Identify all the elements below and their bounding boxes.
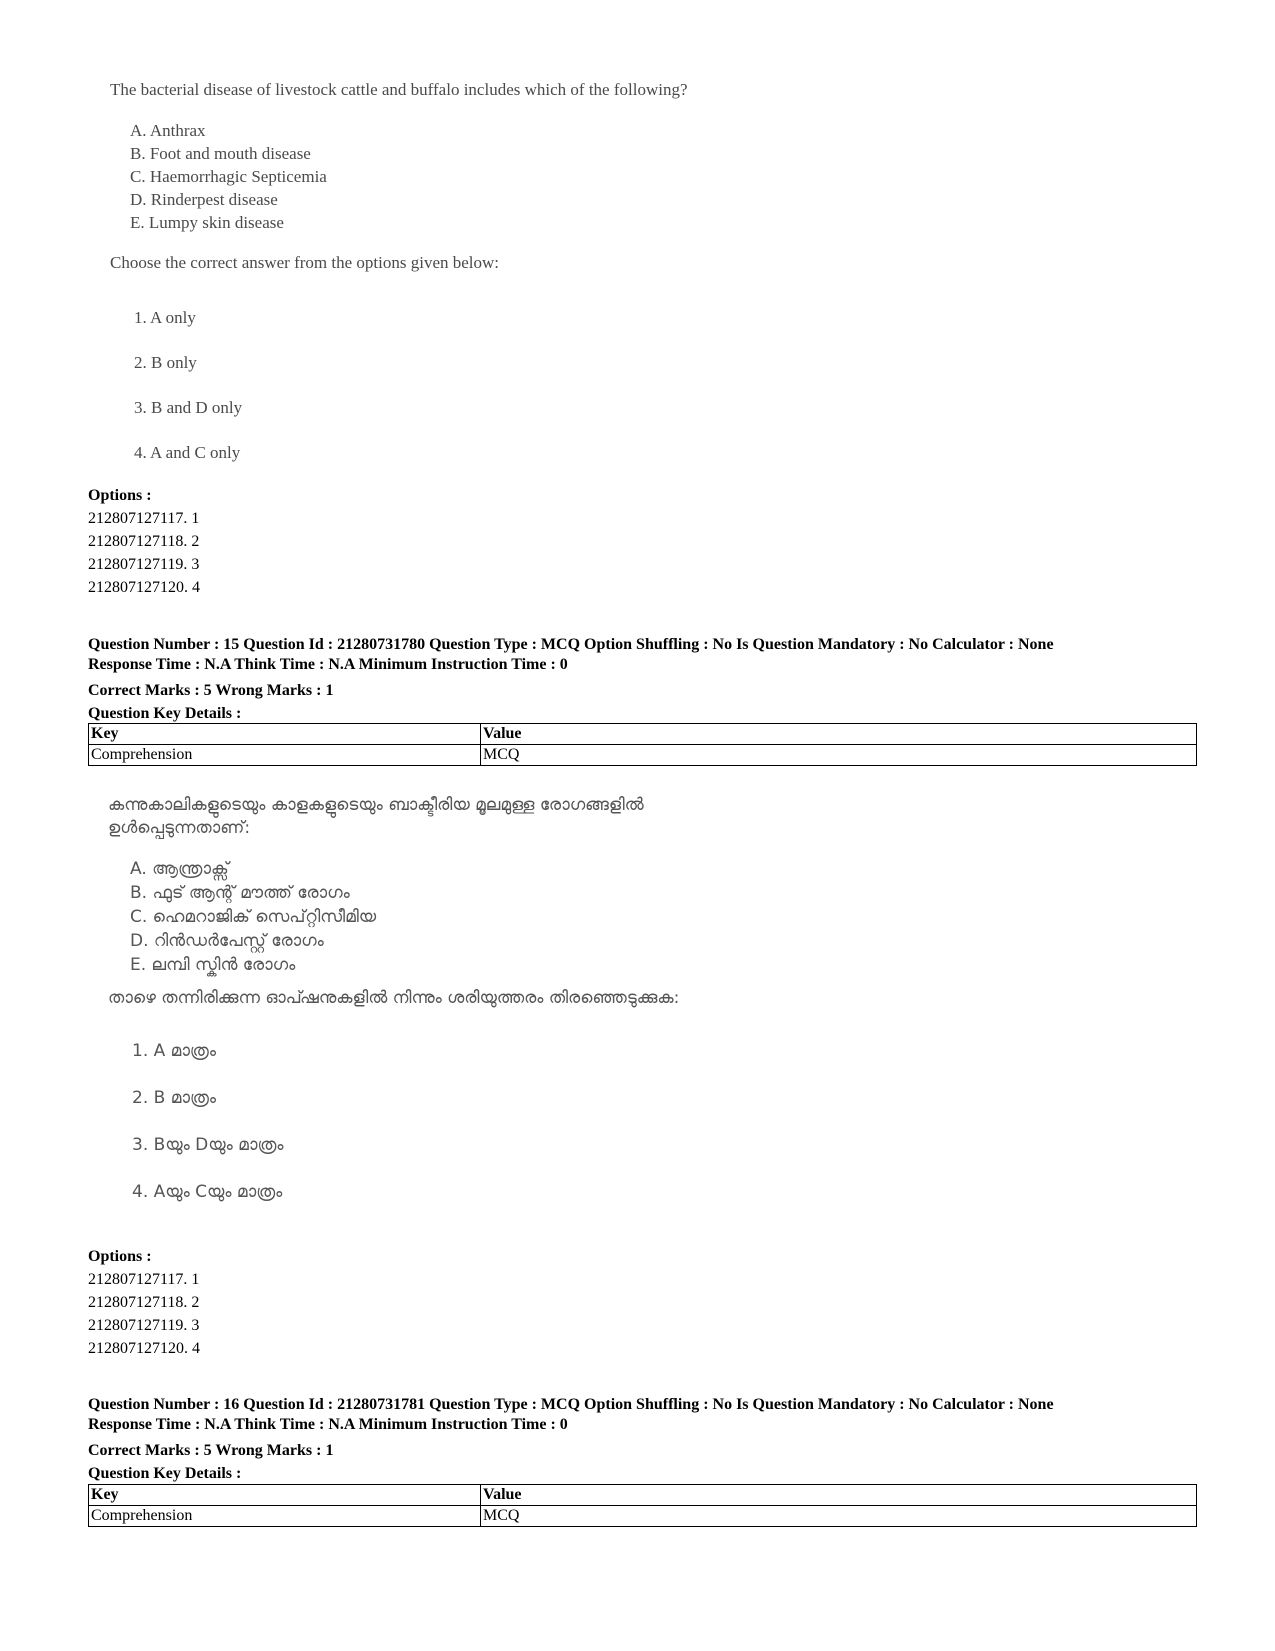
statement-list: [130, 119, 688, 234]
question-header-15: [88, 635, 1248, 725]
statement: D. Rinderpest disease: [130, 190, 278, 209]
statement: A. ആന്ത്രാക്സ്: [130, 859, 229, 879]
question-key-details-label: Question Key Details :: [88, 705, 242, 722]
question-marks: Correct Marks : 5 Wrong Marks : 1: [88, 1442, 334, 1459]
options-block: [88, 484, 200, 599]
answer-choice: 2. B only: [134, 353, 197, 372]
answer-choice: 2. B മാത്രം: [132, 1088, 216, 1108]
answer-choice: 4. A and C only: [134, 443, 241, 462]
statement: D. റിൻഡർപേസ്റ്റ് രോഗം: [130, 931, 324, 951]
question-image-english: [110, 78, 688, 475]
question-meta-line: Question Number : 15 Question Id : 21280731780 Question Type : MCQ Option Shuffling : No Is Question Mandatory : No Calculator : None: [88, 636, 1054, 653]
question-header-16: [88, 1395, 1248, 1485]
key-details-table: [88, 723, 1197, 766]
option-item: 212807127117. 1: [88, 1271, 200, 1288]
table-cell-value: MCQ: [481, 1506, 1197, 1527]
answer-list: [134, 295, 688, 475]
statement: C. ഹെമറാജിക് സെപ്റ്റിസീമിയ: [130, 907, 377, 927]
key-details-table: [88, 1484, 1197, 1527]
option-item: 212807127117. 1: [88, 510, 200, 527]
table-header-key: Key: [89, 1485, 481, 1506]
question-marks: Correct Marks : 5 Wrong Marks : 1: [88, 682, 334, 699]
statement: E. ലമ്പി സ്കിൻ രോഗം: [130, 955, 296, 975]
question-image-malayalam: [108, 794, 679, 1216]
table-cell-key: Comprehension: [89, 1506, 481, 1527]
answer-list: [132, 1028, 679, 1216]
options-label: Options :: [88, 1248, 152, 1265]
table-header-value: Value: [481, 1485, 1197, 1506]
question-stem-line: ഉൾപ്പെടുന്നതാണ്:: [108, 818, 251, 838]
options-label: Options :: [88, 487, 152, 504]
option-item: 212807127118. 2: [88, 1294, 200, 1311]
option-item: 212807127118. 2: [88, 533, 200, 550]
answer-choice: 3. Bയും Dയും മാത്രം: [132, 1135, 284, 1155]
question-meta-line: Question Number : 16 Question Id : 21280731781 Question Type : MCQ Option Shuffling : No Is Question Mandatory : No Calculator : None: [88, 1396, 1054, 1413]
statement: A. Anthrax: [130, 121, 206, 140]
answer-choice: 1. A മാത്രം: [132, 1041, 216, 1061]
instruction: Choose the correct answer from the options given below:: [110, 253, 500, 272]
question-timing-line: Response Time : N.A Think Time : N.A Minimum Instruction Time : 0: [88, 1416, 568, 1433]
statement-list: [130, 857, 679, 977]
option-item: 212807127120. 4: [88, 1340, 200, 1357]
option-item: 212807127119. 3: [88, 1317, 200, 1334]
table-cell-value: MCQ: [481, 745, 1197, 766]
option-item: 212807127120. 4: [88, 579, 200, 596]
table-header-value: Value: [481, 724, 1197, 745]
answer-choice: 1. A only: [134, 308, 196, 327]
question-stem: The bacterial disease of livestock cattle and buffalo includes which of the following?: [110, 80, 688, 99]
statement: C. Haemorrhagic Septicemia: [130, 167, 327, 186]
option-item: 212807127119. 3: [88, 556, 200, 573]
statement: E. Lumpy skin disease: [130, 213, 284, 232]
statement: B. Foot and mouth disease: [130, 144, 311, 163]
question-timing-line: Response Time : N.A Think Time : N.A Minimum Instruction Time : 0: [88, 656, 568, 673]
question-key-details-label: Question Key Details :: [88, 1465, 242, 1482]
answer-choice: 4. Aയും Cയും മാത്രം: [132, 1182, 283, 1202]
answer-choice: 3. B and D only: [134, 398, 243, 417]
statement: B. ഫുട് ആന്റ് മൗത്ത് രോഗം: [130, 883, 350, 903]
instruction: താഴെ തന്നിരിക്കുന്ന ഓപ്ഷനുകളിൽ നിന്നും ശരിയുത്തരം തിരഞ്ഞെടുക്കുക:: [108, 988, 680, 1008]
table-header-key: Key: [89, 724, 481, 745]
options-block: [88, 1245, 200, 1360]
table-cell-key: Comprehension: [89, 745, 481, 766]
question-stem-line: കന്നുകാലികളുടെയും കാളകളുടെയും ബാക്ടീരിയ മൂലമുള്ള രോഗങ്ങളിൽ: [108, 795, 644, 815]
